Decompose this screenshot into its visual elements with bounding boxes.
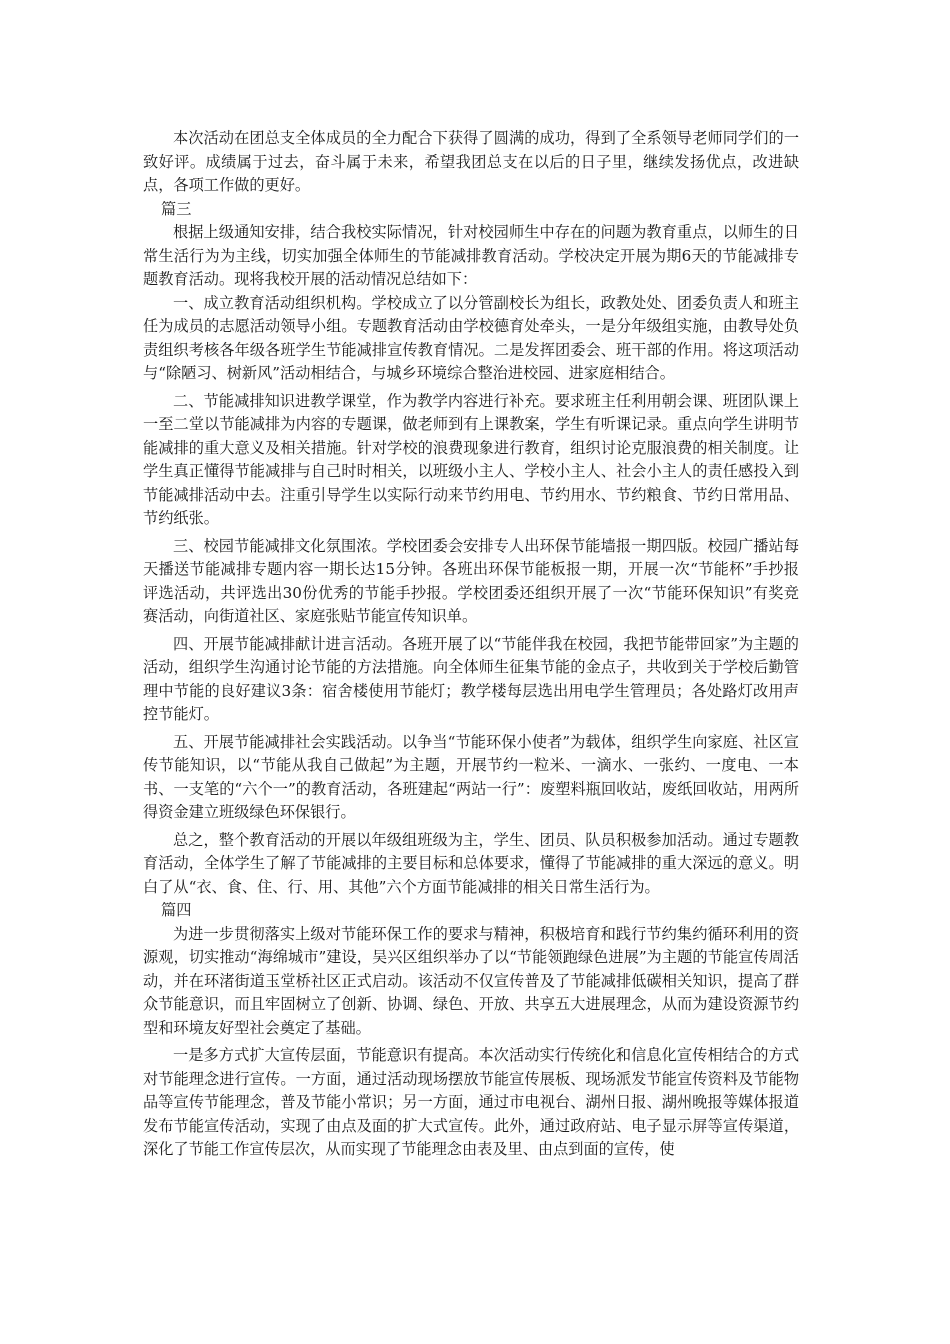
- section-heading-part3: 篇三: [161, 199, 192, 218]
- paragraph-point-1-part4: 一是多方式扩大宣传层面，节能意识有提高。本次活动实行传统化和信息化宣传相结合的方式对节能理念进行宣传。一方面，通过活动现场摆放节能宣传展板、现场派发节能宣传资料及节能物品等宣传节能理念，普及节能小常识；另一方面，通过市电视台、湖州日报、湖州晚报等媒体报道发布节能宣传活动，实现了由点及面的扩大式宣传。此外，通过政府站、电子显示屏等宣传渠道，深化了节能工作宣传层次，从而实现了节能理念由表及里、由点到面的宣传，使: [143, 1046, 799, 1158]
- paragraph-conclusion-part2: 本次活动在团总支全体成员的全力配合下获得了圆满的成功，得到了全系领导老师同学们的一致好评。成绩属于过去，奋斗属于未来，希望我团总支在以后的日子里，继续发扬优点，改进缺点，各项工作做的更好。: [143, 129, 799, 194]
- paragraph-intro-part4: 为进一步贯彻落实上级对节能环保工作的要求与精神，积极培育和践行节约集约循环利用的资源观，切实推动“海绵城市”建设，吴兴区组织举办了以“节能领跑绿色进展”为主题的节能宣传周活动，并在环渚街道玉堂桥社区正式启动。该活动不仅宣传普及了节能减排低碳相关知识，提高了群众节能意识，而且牢固树立了创新、协调、绿色、开放、共享五大进展理念，从而为建设资源节约型和环境友好型社会奠定了基础。: [143, 924, 799, 1037]
- document-body: [143, 127, 799, 1162]
- paragraph-intro-part3: 根据上级通知安排，结合我校实际情况，针对校园师生中存在的问题为教育重点，以师生的日常生活行为为主线，切实加强全体师生的节能减排教育活动。学校决定开展为期6天的节能减排专题教育活动。现将我校开展的活动情况总结如下：: [143, 223, 799, 288]
- paragraph-item-4: 四、开展节能减排献计进言活动。各班开展了以“节能伴我在校园，我把节能带回家”为主题的活动，组织学生沟通讨论节能的方法措施。向全体师生征集节能的金点子，共收到关于学校后勤管理中节能的良好建议3条：宿舍楼使用节能灯；教学楼每层选出用电学生管理员；各处路灯改用声控节能灯。: [143, 634, 799, 723]
- paragraph-item-5: 五、开展节能减排社会实践活动。以争当“节能环保小使者”为载体，组织学生向家庭、社区宣传节能知识，以“节能从我自己做起”为主题，开展节约一粒米、一滴水、一张约、一度电、一本书、一支笔的“六个一”的教育活动，各班建起“两站一行”：废塑料瓶回收站，废纸回收站，用两所得资金建立班级绿色环保银行。: [143, 732, 799, 821]
- paragraph-summary-part3: 总之，整个教育活动的开展以年级组班级为主，学生、团员、队员积极参加活动。通过专题教育活动，全体学生了解了节能减排的主要目标和总体要求，懂得了节能减排的重大深远的意义。明白了从“衣、食、住、行、用、其他”六个方面节能减排的相关日常生活行为。: [143, 830, 799, 896]
- paragraph-item-2: 二、节能减排知识进教学课堂，作为教学内容进行补充。要求班主任利用朝会课、班团队课上一至二堂以节能减排为内容的专题课，做老师到有上课教案，学生有听课记录。重点向学生讲明节能减排的重大意义及相关措施。针对学校的浪费现象进行教育，组织讨论克服浪费的相关制度。让学生真正懂得节能减排与自己时时相关，以班级小主人、学校小主人、社会小主人的责任感投入到节能减排活动中去。注重引导学生以实际行动来节约用电、节约用水、节约粮食、节约日常用品、节约纸张。: [143, 391, 799, 527]
- section-heading-part4: 篇四: [161, 901, 192, 919]
- paragraph-item-1: 一、成立教育活动组织机构。学校成立了以分管副校长为组长，政教处处、团委负责人和班主任为成员的志愿活动领导小组。专题教育活动由学校德育处牵头，一是分年级组实施，由教导处负责组织考核各年级各班学生节能减排宣传教育情况。二是发挥团委会、班干部的作用。将这项活动与“除陋习、树新风”活动相结合，与城乡环境综合整治进校园、进家庭相结合。: [143, 293, 799, 382]
- paragraph-item-3: 三、校园节能减排文化氛围浓。学校团委会安排专人出环保节能墙报一期四版。校园广播站每天播送节能减排专题内容一期长达15分钟。各班出环保节能板报一期，开展一次“节能杯”手抄报评选活动，共评选出30份优秀的节能手抄报。学校团委还组织开展了一次“节能环保知识”有奖竞赛活动，向街道社区、家庭张贴节能宣传知识单。: [143, 536, 799, 625]
